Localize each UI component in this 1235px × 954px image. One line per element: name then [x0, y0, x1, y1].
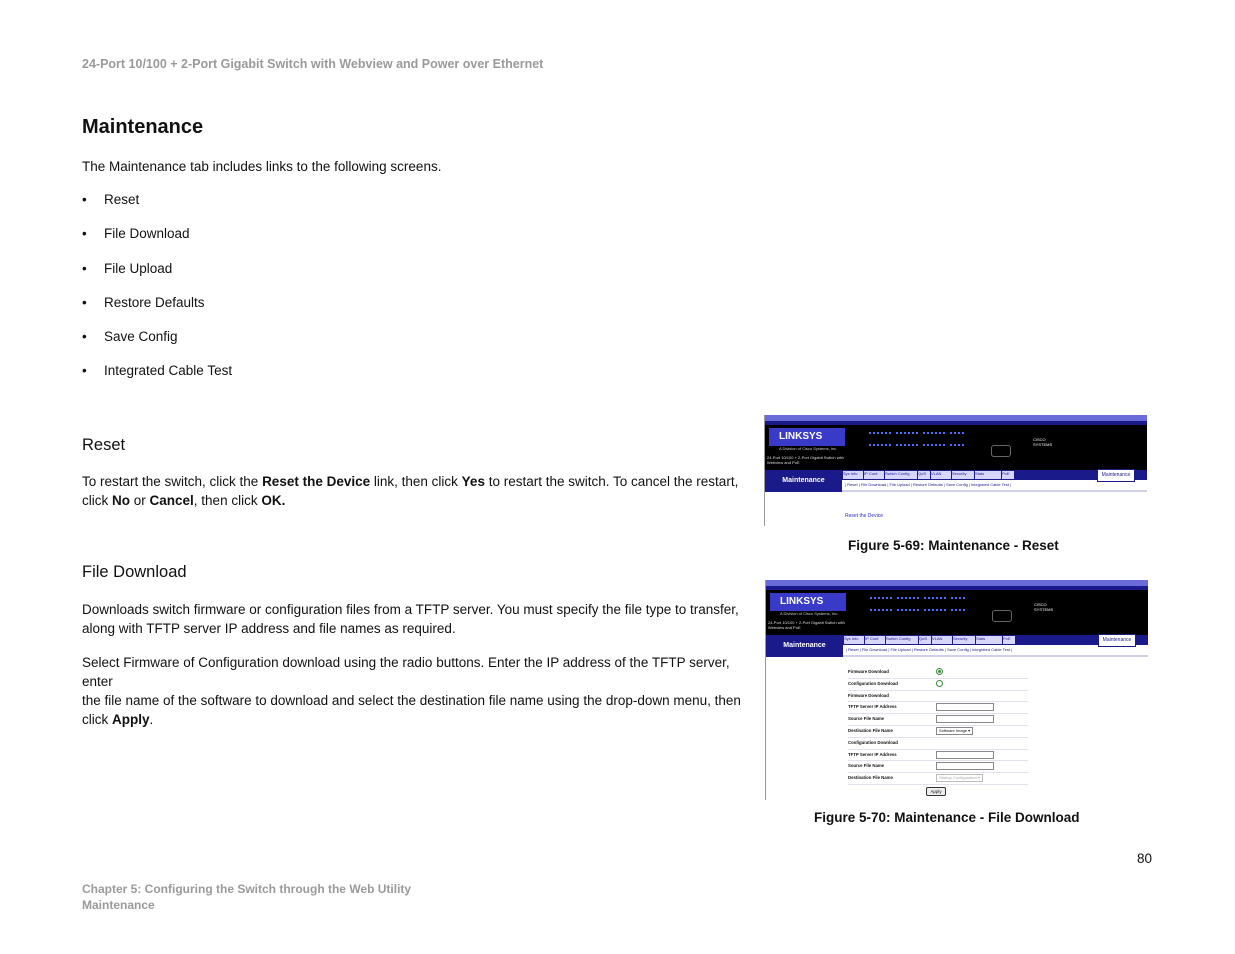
tab[interactable]: Security: [953, 636, 975, 644]
port-led-icon: [877, 432, 879, 434]
port-led-icon: [954, 432, 956, 434]
page-title: Maintenance: [82, 116, 204, 138]
bullet-icon: •: [82, 329, 87, 345]
running-footer: Chapter 5: Configuring the Switch through the Web Utility Maintenance: [82, 882, 412, 912]
port-led-icon: [955, 597, 957, 599]
port-led-icon: [909, 609, 911, 611]
port-led-icon: [886, 597, 888, 599]
port-led-icon: [870, 609, 872, 611]
form-row: Firmware Download: [848, 667, 1028, 679]
form-row: Configuration Download: [848, 738, 1028, 750]
port-led-icon: [932, 609, 934, 611]
form-row: Source File Name: [848, 761, 1028, 773]
bullet-icon: •: [82, 226, 87, 242]
port-led-icon: [959, 609, 961, 611]
tab[interactable]: PoE: [1002, 471, 1014, 479]
port-led-panel: [870, 595, 960, 625]
configuration-download-radio[interactable]: [936, 680, 943, 687]
linksys-logo: LINKSYS: [769, 428, 845, 446]
port-led-icon: [901, 609, 903, 611]
console-port-icon: [991, 445, 1011, 457]
port-led-icon: [927, 432, 929, 434]
port-led-icon: [889, 432, 891, 434]
port-led-icon: [917, 597, 919, 599]
port-led-icon: [916, 432, 918, 434]
tab[interactable]: VLAN: [931, 471, 951, 479]
figure-caption-reset: Figure 5-69: Maintenance - Reset: [848, 538, 1059, 553]
port-led-icon: [881, 444, 883, 446]
firmware-download-radio[interactable]: [936, 668, 943, 675]
switch-banner: LINKSYS A Division of Cisco Systems, Inc. 24-Port 10/100 + 2-Port Gigabit Switch with Webview and PoE CISCO SYSTEMS: [765, 425, 1147, 470]
port-led-icon: [958, 444, 960, 446]
form-row: TFTP Server IP Address: [848, 702, 1028, 714]
port-led-icon: [881, 432, 883, 434]
firmware-destination-select[interactable]: Software Image ▾: [936, 727, 973, 735]
tab[interactable]: IP Conf.: [864, 471, 884, 479]
port-led-icon: [962, 432, 964, 434]
tab[interactable]: Switch Config: [885, 471, 917, 479]
port-led-icon: [908, 432, 910, 434]
tab[interactable]: IP Conf.: [865, 636, 885, 644]
tab-maintenance-active[interactable]: Maintenance: [1098, 634, 1136, 647]
port-led-icon: [896, 444, 898, 446]
form-row: Configuration Download: [848, 679, 1028, 691]
port-led-icon: [873, 432, 875, 434]
port-led-icon: [882, 609, 884, 611]
port-led-icon: [954, 444, 956, 446]
port-led-icon: [874, 609, 876, 611]
intro-text: The Maintenance tab includes links to the following screens.: [82, 159, 442, 174]
port-led-icon: [912, 432, 914, 434]
port-led-icon: [944, 597, 946, 599]
port-led-icon: [939, 432, 941, 434]
port-led-icon: [950, 432, 952, 434]
tab[interactable]: QoS: [918, 471, 930, 479]
port-led-icon: [873, 444, 875, 446]
port-led-icon: [940, 609, 942, 611]
port-led-icon: [900, 444, 902, 446]
port-led-icon: [935, 444, 937, 446]
port-led-icon: [962, 444, 964, 446]
port-led-icon: [913, 597, 915, 599]
port-led-icon: [897, 609, 899, 611]
port-led-icon: [896, 432, 898, 434]
port-led-icon: [932, 597, 934, 599]
screen-list: [82, 192, 232, 398]
port-led-icon: [869, 432, 871, 434]
firmware-tftp-ip-input[interactable]: [936, 703, 994, 711]
port-led-icon: [909, 597, 911, 599]
port-led-icon: [943, 432, 945, 434]
file-download-heading: File Download: [82, 563, 187, 581]
form-row: TFTP Server IP Address: [848, 750, 1028, 762]
port-led-icon: [923, 444, 925, 446]
config-tftp-ip-input[interactable]: [936, 751, 994, 759]
port-led-icon: [955, 609, 957, 611]
form-row: Destination File Name Software Image ▾: [848, 726, 1028, 738]
port-led-icon: [931, 444, 933, 446]
port-led-icon: [912, 444, 914, 446]
port-led-icon: [897, 597, 899, 599]
port-led-icon: [885, 444, 887, 446]
port-led-icon: [908, 444, 910, 446]
port-led-icon: [890, 609, 892, 611]
port-led-icon: [870, 597, 872, 599]
port-led-icon: [959, 597, 961, 599]
maintenance-sublinks[interactable]: | Reset | File Download | File Upload | Restore Defaults | Save Config | Integrated Cable Test |: [846, 647, 1013, 652]
port-led-icon: [890, 597, 892, 599]
form-row: Source File Name: [848, 714, 1028, 726]
port-led-icon: [900, 432, 902, 434]
port-led-icon: [904, 432, 906, 434]
port-led-icon: [950, 444, 952, 446]
cisco-logo: CISCO SYSTEMS: [1033, 437, 1053, 447]
page-number: 80: [1137, 851, 1153, 866]
tab[interactable]: Stats: [976, 636, 1002, 644]
tab[interactable]: Stats: [975, 471, 1001, 479]
running-header: 24-Port 10/100 + 2-Port Gigabit Switch with Webview and Power over Ethernet: [82, 57, 544, 71]
console-port-icon: [992, 610, 1012, 622]
section-label: Maintenance: [766, 635, 843, 657]
port-led-icon: [916, 444, 918, 446]
port-led-icon: [889, 444, 891, 446]
port-led-icon: [874, 597, 876, 599]
file-download-paragraph-1: Downloads switch firmware or configuration files from a TFTP server. You must specify the file type to transfer, along with TFTP server IP address and file names as required.: [82, 602, 739, 636]
reset-paragraph: To restart the switch, click the Reset the Device link, then click Yes to restart the switch. To cancel the restart, click No or Cancel, then click OK.: [82, 474, 739, 508]
cisco-logo: CISCO SYSTEMS: [1034, 602, 1054, 612]
port-led-icon: [924, 597, 926, 599]
port-led-icon: [869, 444, 871, 446]
tab[interactable]: Security: [952, 471, 974, 479]
file-download-form: [848, 667, 1028, 785]
port-led-icon: [935, 432, 937, 434]
list-item: • File Download: [82, 226, 190, 242]
port-led-icon: [885, 432, 887, 434]
port-led-icon: [917, 609, 919, 611]
figure-caption-file-download: Figure 5-70: Maintenance - File Download: [814, 810, 1080, 825]
tab[interactable]: PoE: [1003, 636, 1015, 644]
port-led-icon: [936, 597, 938, 599]
port-led-icon: [904, 444, 906, 446]
reset-device-link[interactable]: Reset the Device: [845, 513, 884, 519]
bullet-icon: •: [82, 363, 87, 379]
bullet-icon: •: [82, 294, 87, 310]
list-item: • Restore Defaults: [82, 294, 205, 310]
port-led-icon: [943, 444, 945, 446]
port-led-icon: [958, 432, 960, 434]
port-led-icon: [951, 597, 953, 599]
switch-banner: LINKSYS A Division of Cisco Systems, Inc. 24-Port 10/100 + 2-Port Gigabit Switch with Webview and PoE CISCO SYSTEMS: [766, 590, 1148, 635]
tab[interactable]: Sys Info: [843, 471, 863, 479]
port-led-panel: [869, 430, 959, 460]
port-led-icon: [905, 597, 907, 599]
apply-button[interactable]: Apply: [926, 787, 946, 796]
config-source-file-input[interactable]: [936, 762, 994, 770]
port-led-icon: [939, 444, 941, 446]
form-row: Destination File Name Startup Configuration ▾: [848, 773, 1028, 785]
tab-maintenance-active[interactable]: Maintenance: [1097, 469, 1135, 482]
tab[interactable]: Sys Info: [844, 636, 864, 644]
firmware-source-file-input[interactable]: [936, 715, 994, 723]
bullet-icon: •: [82, 260, 87, 276]
port-led-icon: [924, 609, 926, 611]
file-download-paragraph-2: Select Firmware of Configuration download using the radio buttons. Enter the IP address of the TFTP server, enter the file name of the software to download and select the destination file name using the drop-down menu, then click Apply.: [82, 655, 741, 727]
port-led-icon: [944, 609, 946, 611]
form-row: Firmware Download: [848, 691, 1028, 703]
list-item: • Integrated Cable Test: [82, 363, 233, 379]
section-label: Maintenance: [765, 470, 842, 492]
port-led-icon: [913, 609, 915, 611]
port-led-icon: [963, 609, 965, 611]
port-led-icon: [928, 597, 930, 599]
list-item: • Reset: [82, 192, 140, 207]
port-led-icon: [940, 597, 942, 599]
list-item: • File Upload: [82, 260, 173, 276]
list-item: • Save Config: [82, 329, 178, 345]
port-led-icon: [963, 597, 965, 599]
port-led-icon: [951, 609, 953, 611]
port-led-icon: [936, 609, 938, 611]
reset-heading: Reset: [82, 436, 126, 454]
maintenance-sublinks[interactable]: | Reset | File Download | File Upload | Restore Defaults | Save Config | Integrated Cable Test |: [845, 482, 1012, 487]
config-destination-select[interactable]: Startup Configuration ▾: [936, 774, 983, 782]
port-led-icon: [905, 609, 907, 611]
port-led-icon: [882, 597, 884, 599]
port-led-icon: [931, 432, 933, 434]
tab[interactable]: VLAN: [932, 636, 952, 644]
port-led-icon: [877, 444, 879, 446]
linksys-logo: LINKSYS: [770, 593, 846, 611]
port-led-icon: [878, 609, 880, 611]
port-led-icon: [928, 609, 930, 611]
figure-reset-screenshot: [764, 415, 1147, 526]
port-led-icon: [901, 597, 903, 599]
tab[interactable]: Switch Config: [886, 636, 918, 644]
port-led-icon: [886, 609, 888, 611]
port-led-icon: [923, 432, 925, 434]
bullet-icon: •: [82, 192, 87, 207]
port-led-icon: [927, 444, 929, 446]
port-led-icon: [878, 597, 880, 599]
tab[interactable]: QoS: [919, 636, 931, 644]
figure-file-download-screenshot: [765, 580, 1148, 800]
